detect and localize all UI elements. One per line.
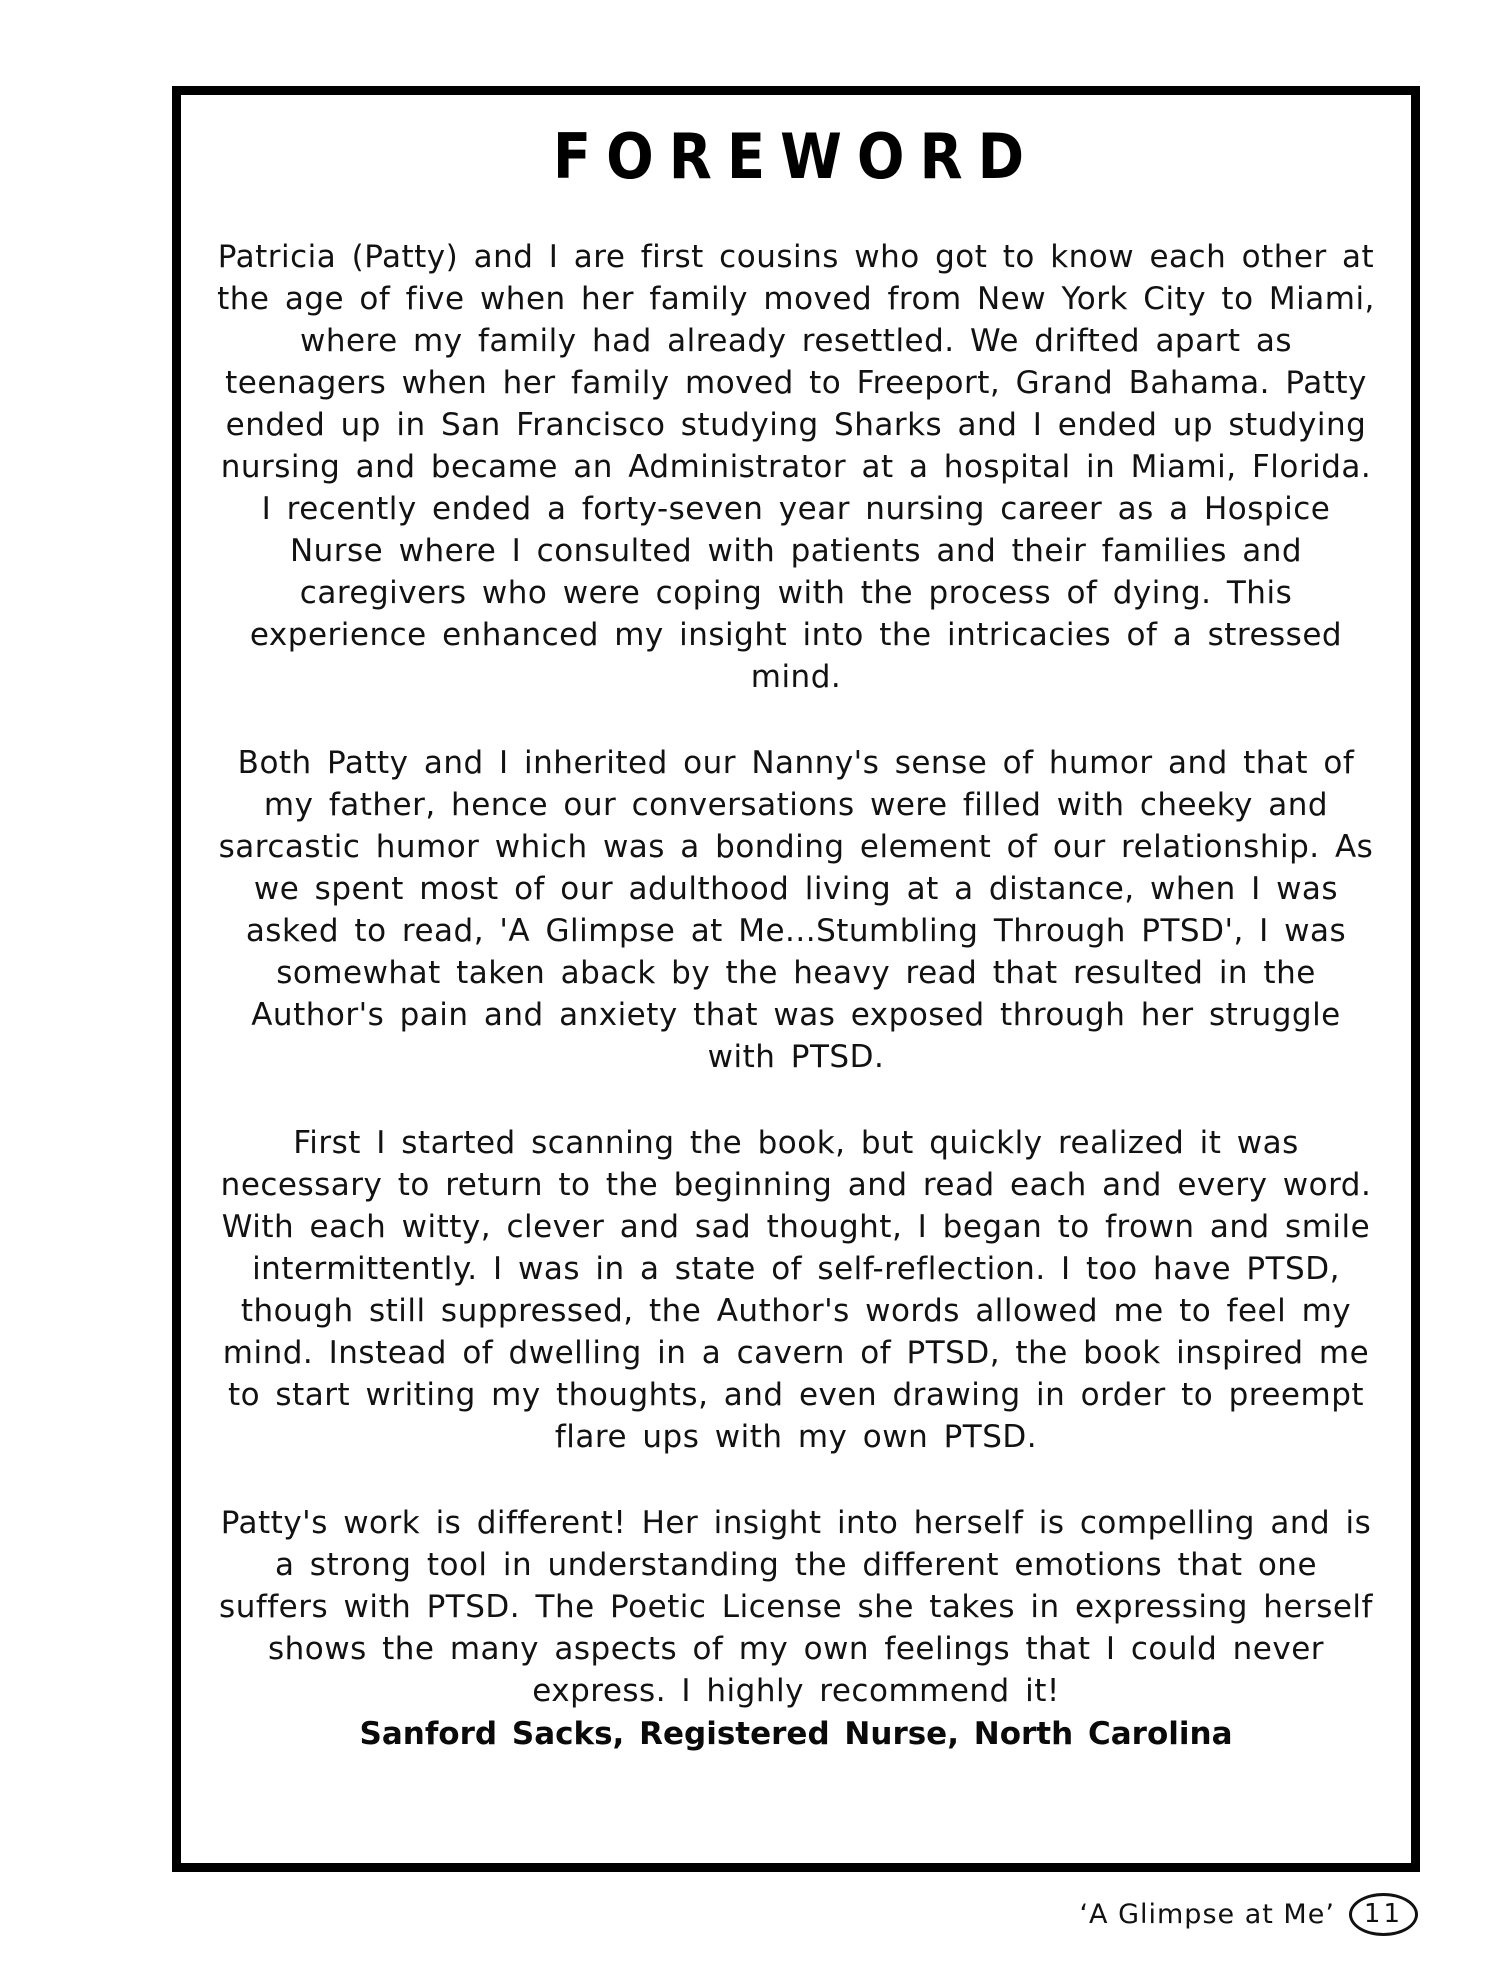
foreword-paragraph-4: Patty's work is different! Her insight into herself is compelling and is a strong tool in understanding the different emotions that one suffers with PTSD. The Poetic License she takes in expressing herself shows the many aspects of my own feelings that I could never express. I highly recommend it! — [219, 1505, 1373, 1709]
page-footer — [1079, 1893, 1418, 1936]
footer-book-title: ‘A Glimpse at Me’ — [1079, 1899, 1335, 1930]
foreword-paragraph-1: Patricia (Patty) and I are first cousins who got to know each other at the age of five when her family moved from New York City to Miami, where my family had already resettled. We drifted apart as teenagers when her family moved to Freeport, Grand Bahama. Patty ended up in San Francisco studying Sharks and I ended up studying nursing and became an Administrator at a hospital in Miami, Florida. I recently ended a forty-seven year nursing career as a Hospice Nurse where I consulted with patients and their families and caregivers who were coping with the process of dying. This experience enhanced my insight into the intricacies of a stressed mind. — [217, 239, 1375, 695]
page-title: FOREWORD — [552, 121, 1040, 194]
foreword-paragraph-2: Both Patty and I inherited our Nanny's sense of humor and that of my father, hence our conversations were filled with cheeky and sarcastic humor which was a bonding element of our relationship. As we spent most of our adulthood living at a distance, when I was asked to read, 'A Glimpse at Me...Stumbling Through PTSD', I was somewhat taken aback by the heavy read that resulted in the Author's pain and anxiety that was exposed through her struggle with PTSD. — [218, 745, 1374, 1075]
foreword-paragraph-3: First I started scanning the book, but quickly realized it was necessary to return to the beginning and read each and every word. With each witty, clever and sad thought, I began to frown and smile intermittently. I was in a state of self-reflection. I too have PTSD, though still suppressed, the Author's words allowed me to feel my mind. Instead of dwelling in a cavern of PTSD, the book inspired me to start writing my thoughts, and even drawing in order to preempt flare ups with my own PTSD. — [220, 1125, 1372, 1455]
foreword-frame — [172, 86, 1420, 1872]
footer-page-number: 11 — [1349, 1893, 1418, 1936]
signature-line: Sanford Sacks, Registered Nurse, North Carolina — [359, 1716, 1233, 1752]
